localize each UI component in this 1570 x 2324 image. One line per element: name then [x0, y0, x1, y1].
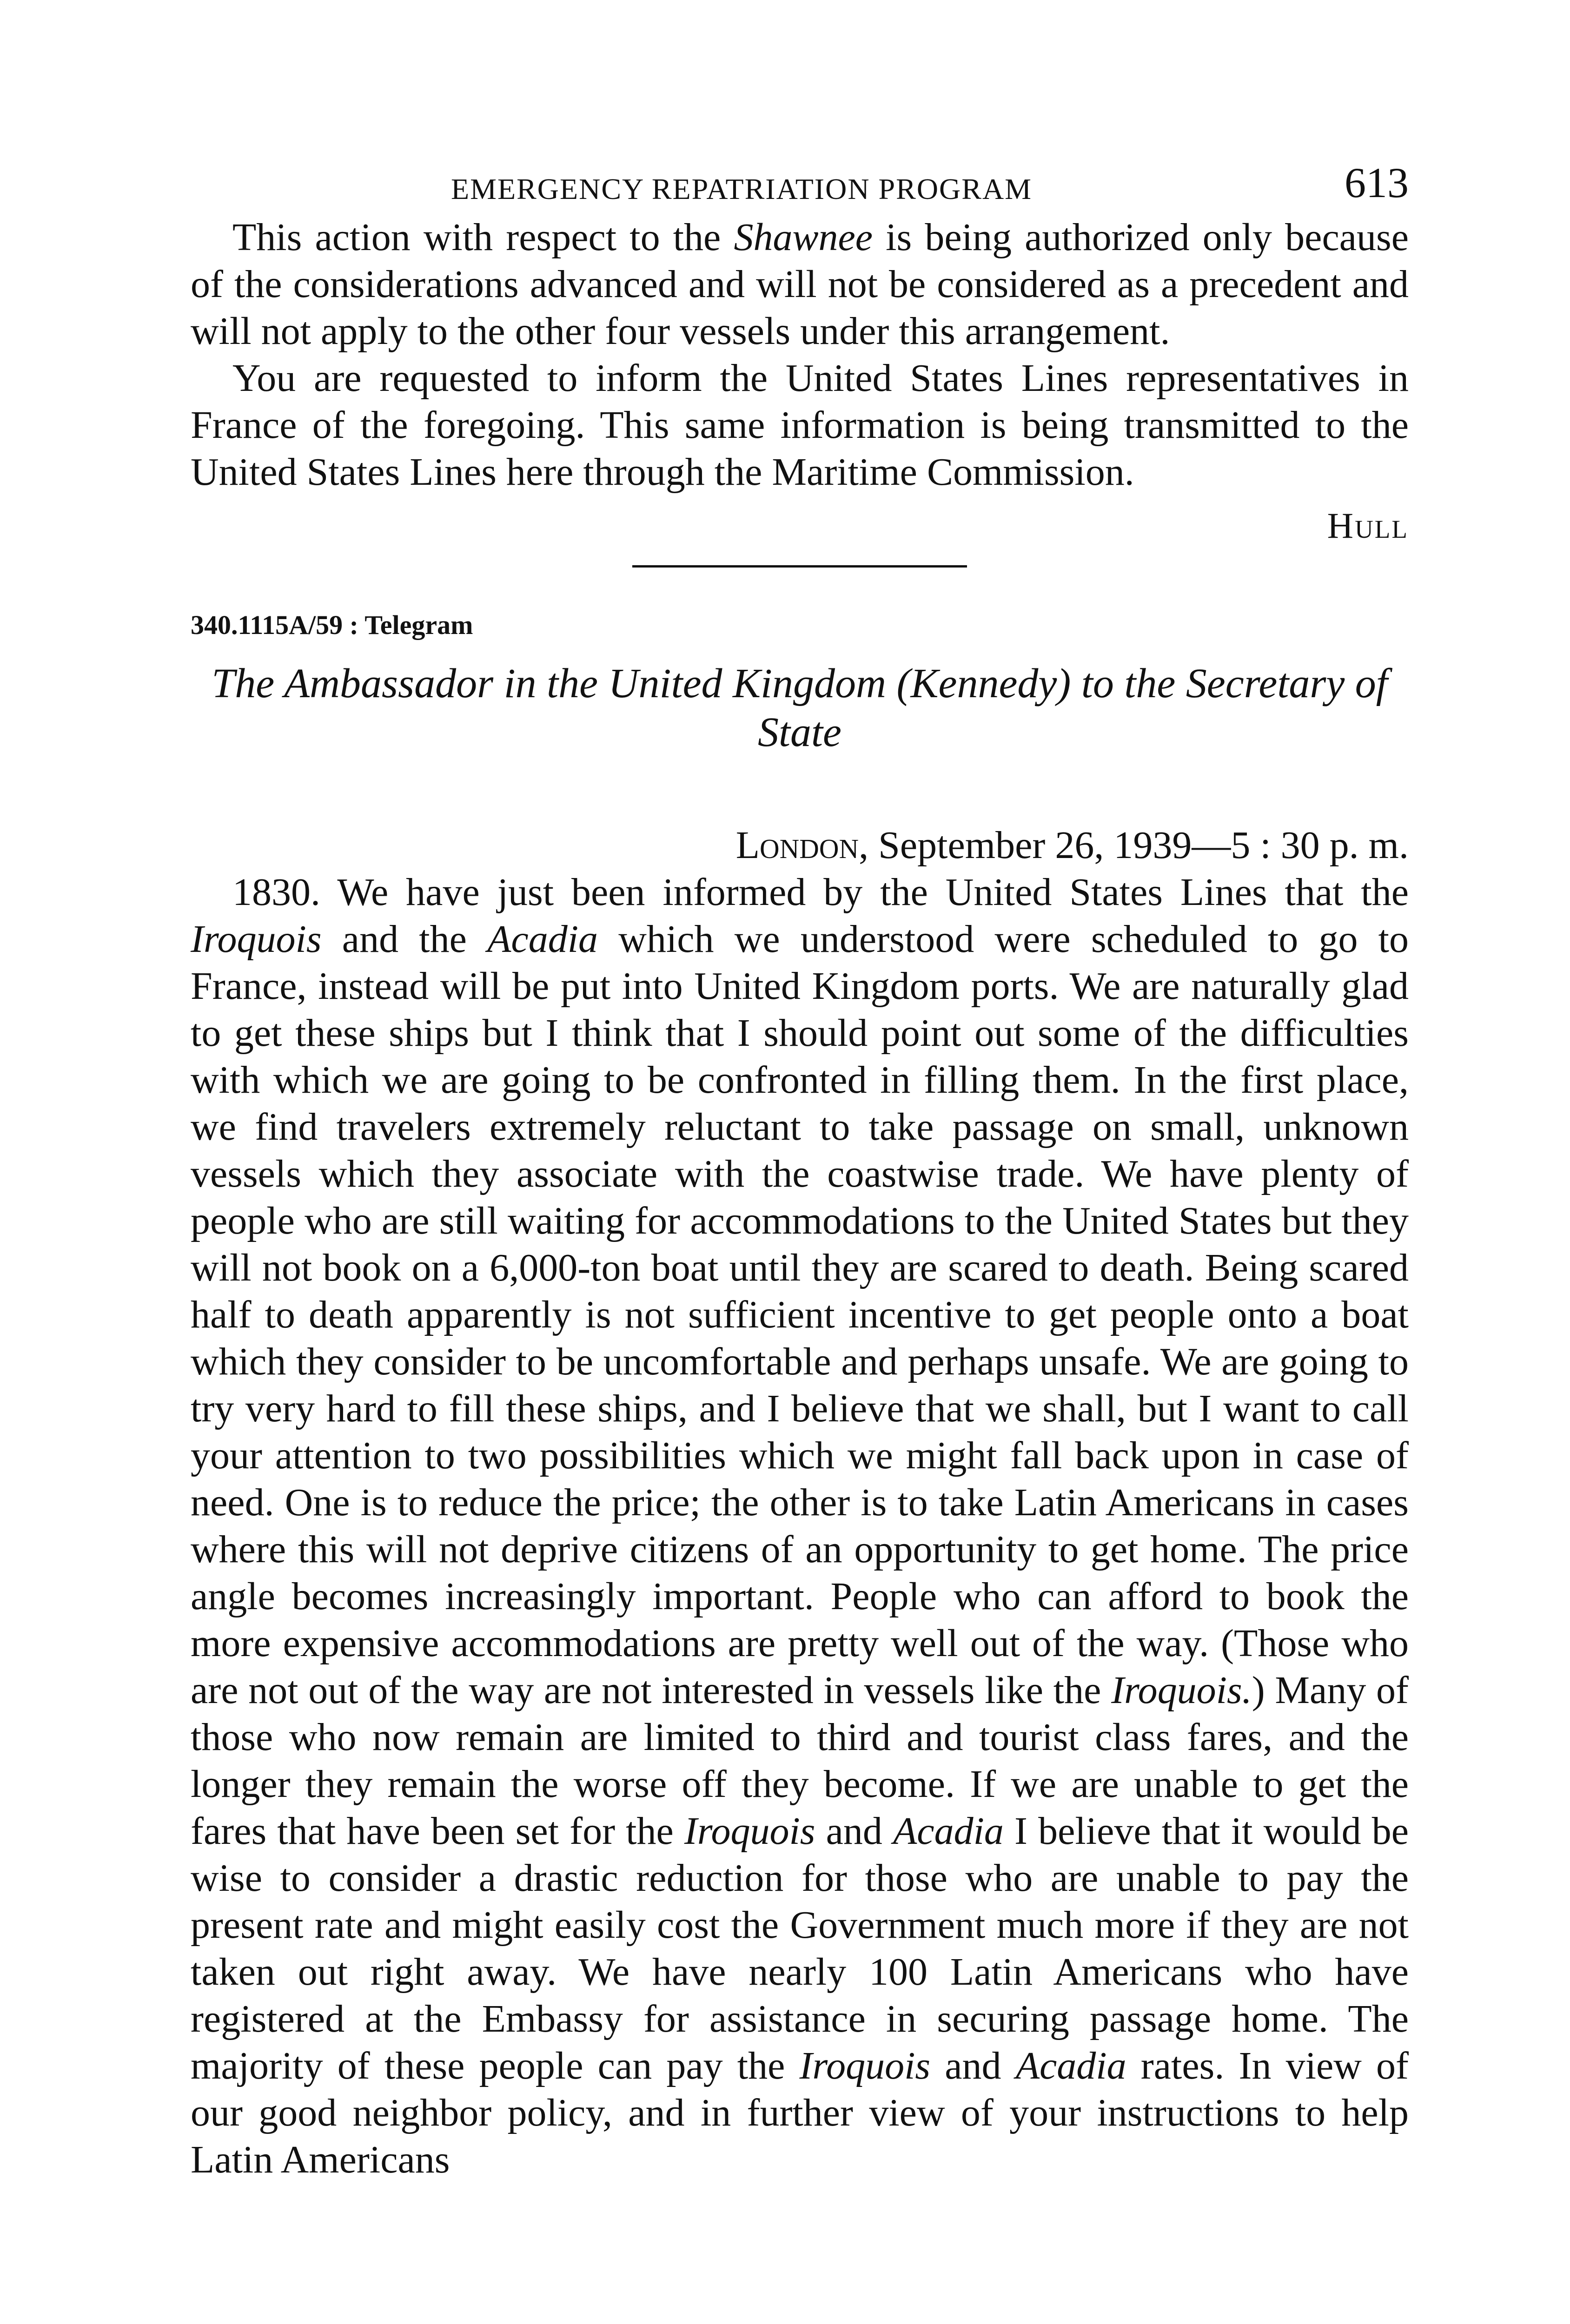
- ship-name: Acadia: [487, 918, 598, 961]
- paragraph-inform: You are requested to inform the United States Lines representatives in France of the foregoing. This same information is being transmitted to the United States Lines here through the Maritime Commission.: [191, 357, 1409, 494]
- body-text: which we understood were scheduled to go to France, instead will be put into United Kingdom ports. We are naturally glad to get these ships but I think that I should point out some of the difficulties with which we are going to be confronted in filling them. In the first place, we find travelers extremely reluctant to take passage on small, unknown vessels which they associate with the coastwise trade. We have plenty of people who are still waiting for accommodations to the United States but they will not book on a 6,000-ton boat until they are scared to death. Being scared half to death apparently is not sufficient incentive to get people onto a boat which they consider to be uncomfortable and perhaps unsafe. We are going to try very hard to fill these ships, and I believe that we shall, but I want to call your attention to two possibilities which we might fall back upon in case of need. One is to reduce the price; the other is to take Latin Americans in cases where this will not deprive citizens of an opportunity to get home. The price angle becomes increasingly important. People who can afford to book the more expensive accommodations are pretty well out of the way. (Those who are not out of the way are not interested in vessels like the: [191, 918, 1409, 1712]
- body-text: and the: [321, 918, 488, 961]
- body-text: rates. In view of our good neighbor policy, and in further view of your instructions to help Latin Americans: [191, 2044, 1409, 2181]
- ship-name: Iroquois.: [1111, 1669, 1252, 1712]
- body-text: 1830. We have just been informed by the United States Lines that the: [232, 871, 1409, 914]
- body-text: I believe that it would be wise to consider a drastic reduction for those who are unable to pay the present rate and might easily cost the Government much more if they are not taken out right away. We have nearly 100 Latin Americans who have registered at the Embassy for assistance in securing passage home. The majority of these people can pay the: [191, 1809, 1409, 2087]
- section-divider: [632, 565, 967, 568]
- ship-name: Acadia: [893, 1809, 1004, 1853]
- ship-name: Acadia: [1015, 2044, 1126, 2087]
- running-title: EMERGENCY REPATRIATION PROGRAM: [451, 172, 1033, 205]
- paragraph-text: This action with respect to the: [232, 216, 734, 259]
- document-title: The Ambassador in the United Kingdom (Kennedy) to the Secretary of State: [212, 660, 1388, 755]
- signature: Hull: [1327, 505, 1409, 546]
- ship-name: Iroquois: [799, 2044, 931, 2087]
- telegram-body: [191, 869, 1409, 2183]
- ship-name: Iroquois: [191, 918, 322, 961]
- paragraph-text: is being authorized only because of the considerations advanced and will not be considered as a precedent and will not apply to the other four vessels under this arrangement.: [191, 216, 1409, 353]
- document-page: [191, 158, 1409, 2183]
- paragraph-shawnee: [191, 214, 1409, 355]
- dateline-date: , September 26, 1939—5 : 30 p. m.: [859, 824, 1409, 867]
- page-number: 613: [1345, 159, 1409, 206]
- body-text: ) Many of those who now remain are limited to third and tourist class fares, and the longer they remain the worse off they become. If we are unable to get the fares that have been set for the: [191, 1669, 1409, 1853]
- ship-name: Iroquois: [684, 1809, 815, 1853]
- dateline-place: London: [735, 824, 859, 867]
- file-reference: 340.1115A/59 : Telegram: [191, 610, 473, 640]
- body-text: and: [815, 1809, 893, 1853]
- body-text: and: [930, 2044, 1016, 2087]
- ship-name: Shawnee: [734, 216, 873, 259]
- running-header: [191, 158, 1409, 214]
- dateline: [191, 822, 1409, 869]
